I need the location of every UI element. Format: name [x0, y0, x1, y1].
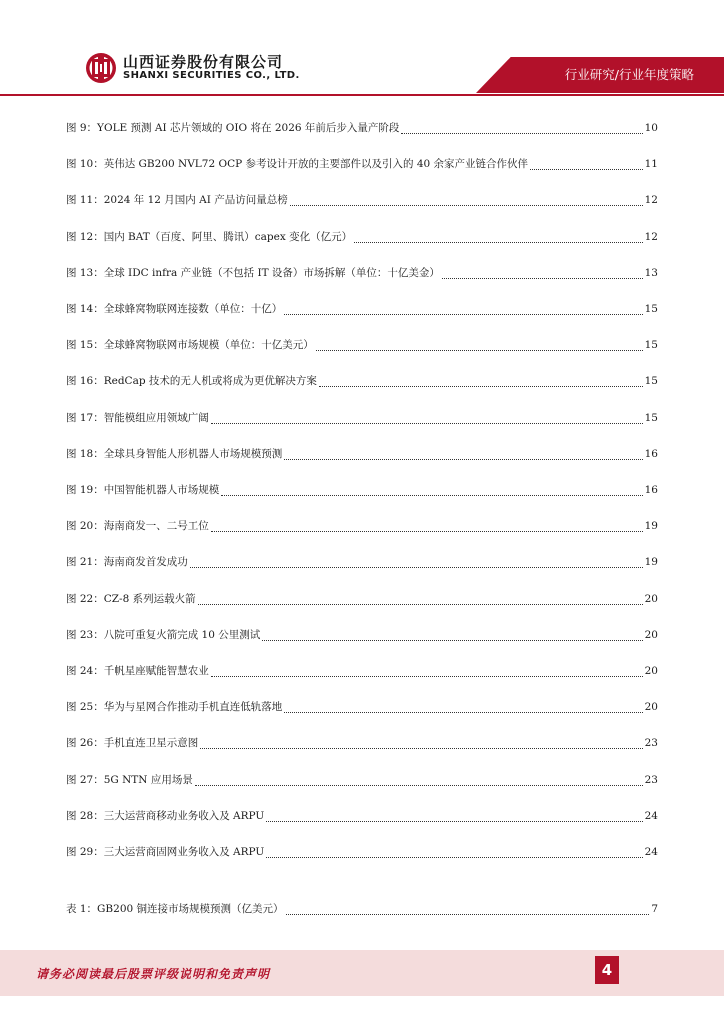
- figure-entry[interactable]: [66, 844, 658, 862]
- entry-page: 15: [644, 375, 658, 388]
- dot-leader: [195, 776, 643, 786]
- entry-title: 华为与星网合作推动手机直连低轨落地: [103, 701, 283, 714]
- dot-leader: [198, 595, 643, 605]
- figure-entry[interactable]: [66, 808, 658, 826]
- figure-entry[interactable]: [66, 627, 658, 645]
- dot-leader: [262, 631, 642, 641]
- dot-leader: [211, 667, 643, 677]
- entry-label: 图 14：: [66, 303, 104, 315]
- company-name-cn: 山西证券股份有限公司: [123, 53, 284, 71]
- dot-leader: [290, 196, 643, 206]
- entry-page: 13: [644, 266, 658, 279]
- disclaimer-notice: 请务必阅读最后股票评级说明和免责声明: [36, 967, 271, 981]
- dot-leader: [284, 450, 642, 460]
- figure-entry[interactable]: [66, 156, 658, 174]
- company-name-en: SHANXI SECURITIES CO., LTD.: [123, 70, 300, 81]
- figure-entry[interactable]: [66, 591, 658, 609]
- entry-label: 图 17：: [66, 411, 104, 424]
- entry-page: 10: [644, 122, 658, 134]
- entry-title: 智能模组应用领域广阔: [103, 411, 209, 424]
- figure-entry[interactable]: [66, 301, 658, 319]
- figure-entry[interactable]: [66, 265, 658, 283]
- entry-label: 图 10：: [66, 158, 104, 171]
- figure-entry[interactable]: [66, 699, 658, 717]
- entry-title: CZ-8 系列运载火箭: [103, 592, 196, 605]
- company-logo-icon: [85, 52, 117, 84]
- entry-label: 图 9：: [66, 122, 98, 134]
- entry-page: 16: [644, 447, 658, 460]
- entry-label: 图 15：: [66, 339, 104, 352]
- dot-leader: [401, 124, 642, 134]
- entry-label: 图 12：: [66, 230, 104, 243]
- figure-entry[interactable]: [66, 120, 658, 138]
- entry-label: 图 25：: [66, 701, 104, 714]
- entry-page: 12: [644, 194, 658, 207]
- entry-title: 三大运营商移动业务收入及 ARPU: [103, 809, 265, 822]
- entry-title: RedCap 技术的无人机或将成为更优解决方案: [103, 375, 317, 388]
- dot-leader: [211, 522, 643, 532]
- entry-label: 图 28：: [66, 809, 104, 822]
- entry-label: 图 24：: [66, 665, 104, 677]
- entry-title: 三大运营商固网业务收入及 ARPU: [103, 846, 265, 858]
- entry-title: 英伟达 GB200 NVL72 OCP 参考设计开放的主要部件以及引入的 40 余家产业链合作伙伴: [103, 158, 529, 171]
- figure-entry[interactable]: [66, 554, 658, 572]
- entry-title: YOLE 预测 AI 芯片领域的 OIO 将在 2026 年前后步入量产阶段: [97, 122, 400, 134]
- figure-entry[interactable]: [66, 663, 658, 681]
- entry-page: 15: [644, 303, 658, 315]
- entry-title: 海南商发一、二号工位: [103, 520, 209, 533]
- entry-label: 图 18：: [66, 447, 104, 460]
- entry-page: 23: [644, 773, 658, 786]
- entry-title: 全球 IDC infra 产业链（不包括 IT 设备）市场拆解（单位：十亿美金）: [103, 266, 440, 279]
- dot-leader: [319, 377, 643, 387]
- entry-label: 图 22：: [66, 592, 104, 605]
- entry-label: 图 23：: [66, 628, 104, 641]
- entry-title: 八院可重复火箭完成 10 公里测试: [103, 628, 261, 641]
- dot-leader: [266, 848, 642, 858]
- entry-title: 手机直连卫星示意图: [103, 737, 199, 750]
- entry-label: 图 16：: [66, 375, 104, 388]
- entry-page: 20: [644, 628, 658, 641]
- dot-leader: [354, 233, 643, 243]
- page-header: [0, 0, 724, 97]
- entry-page: 24: [644, 846, 658, 858]
- entry-title: 全球蜂窝物联网市场规模（单位：十亿美元）: [103, 339, 314, 352]
- figure-entry[interactable]: [66, 410, 658, 428]
- entry-label: 图 11：: [66, 194, 104, 207]
- figure-entry[interactable]: [66, 337, 658, 355]
- entry-page: 24: [644, 809, 658, 822]
- figure-entry[interactable]: [66, 373, 658, 391]
- entry-page: 11: [644, 158, 658, 171]
- entry-label: 图 27：: [66, 773, 104, 786]
- entry-page: 7: [651, 903, 658, 915]
- entry-label: 图 19：: [66, 484, 104, 496]
- figure-entry[interactable]: [66, 518, 658, 536]
- figure-entry[interactable]: [66, 735, 658, 753]
- entry-page: 19: [644, 520, 658, 533]
- figure-entry[interactable]: [66, 772, 658, 790]
- table-entry[interactable]: [66, 901, 658, 919]
- dot-leader: [284, 305, 642, 315]
- entry-title: 千帆星座赋能智慧农业: [103, 665, 209, 677]
- entry-page: 12: [644, 230, 658, 243]
- figure-entry[interactable]: [66, 446, 658, 464]
- entry-page: 15: [644, 411, 658, 424]
- dot-leader: [286, 905, 650, 915]
- entry-page: 16: [644, 484, 658, 496]
- figure-entry[interactable]: [66, 192, 658, 210]
- entry-title: 国内 BAT（百度、阿里、腾讯）capex 变化（亿元）: [103, 230, 353, 243]
- page-number: 4: [595, 956, 619, 984]
- entry-title: 全球蜂窝物联网连接数（单位：十亿）: [103, 303, 283, 315]
- dot-leader: [190, 558, 643, 568]
- entry-label: 图 26：: [66, 737, 104, 750]
- dot-leader: [221, 486, 642, 496]
- entry-page: 15: [644, 339, 658, 352]
- entry-title: 海南商发首发成功: [103, 556, 188, 569]
- entry-page: 20: [644, 701, 658, 714]
- figure-entry[interactable]: [66, 482, 658, 500]
- dot-leader: [442, 269, 643, 279]
- entry-title: 5G NTN 应用场景: [103, 773, 193, 786]
- entry-page: 20: [644, 592, 658, 605]
- entry-label: 图 21：: [66, 556, 104, 569]
- header-divider: [0, 94, 724, 96]
- entry-page: 19: [644, 556, 658, 569]
- dot-leader: [266, 812, 642, 822]
- entry-label: 图 29：: [66, 846, 104, 858]
- dot-leader: [200, 739, 642, 749]
- entry-title: 2024 年 12 月国内 AI 产品访问量总榜: [103, 194, 288, 207]
- entry-page: 20: [644, 665, 658, 677]
- entry-title: GB200 铜连接市场规模预测（亿美元）: [97, 903, 284, 915]
- dot-leader: [211, 414, 643, 424]
- report-type-label: 行业研究/行业年度策略: [564, 67, 694, 82]
- entry-page: 23: [644, 737, 658, 750]
- entry-label: 图 13：: [66, 266, 104, 279]
- figure-entry[interactable]: [66, 229, 658, 247]
- dot-leader: [284, 703, 642, 713]
- entry-title: 全球具身智能人形机器人市场规模预测: [103, 447, 283, 460]
- entry-label: 图 20：: [66, 520, 104, 533]
- dot-leader: [530, 160, 643, 170]
- dot-leader: [316, 341, 643, 351]
- entry-label: 表 1：: [66, 903, 98, 915]
- entry-title: 中国智能机器人市场规模: [103, 484, 220, 496]
